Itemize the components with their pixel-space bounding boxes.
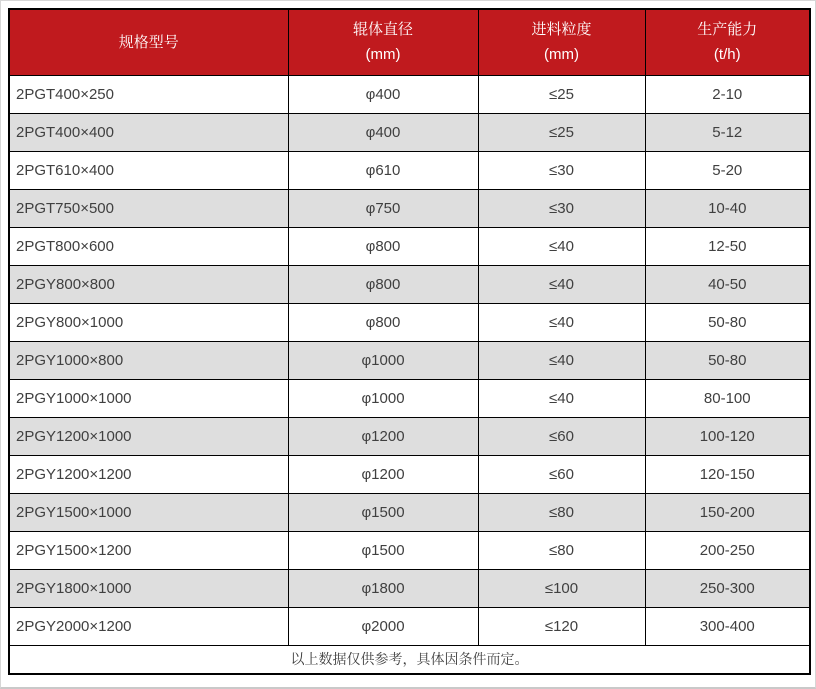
table-row: [9, 113, 810, 151]
model-cell: 2PGY1000×800: [9, 341, 288, 379]
capacity-cell: 120-150: [645, 455, 810, 493]
table-row: [9, 303, 810, 341]
table-row: [9, 569, 810, 607]
table-row: [9, 265, 810, 303]
table-row: [9, 151, 810, 189]
feed-size-cell: ≤60: [478, 417, 645, 455]
diameter-cell: φ400: [288, 75, 478, 113]
table-row: [9, 379, 810, 417]
header-row: [9, 9, 810, 75]
table-row: [9, 455, 810, 493]
capacity-cell: 250-300: [645, 569, 810, 607]
column-header-feed-size-unit: (mm): [544, 46, 579, 64]
diameter-cell: φ800: [288, 227, 478, 265]
model-cell: 2PGY1800×1000: [9, 569, 288, 607]
column-header-feed-size: [478, 9, 645, 75]
capacity-cell: 300-400: [645, 607, 810, 645]
feed-size-cell: ≤120: [478, 607, 645, 645]
model-cell: 2PGT400×400: [9, 113, 288, 151]
feed-size-cell: ≤40: [478, 379, 645, 417]
diameter-cell: φ2000: [288, 607, 478, 645]
model-cell: 2PGT610×400: [9, 151, 288, 189]
table-row: [9, 531, 810, 569]
capacity-cell: 5-12: [645, 113, 810, 151]
diameter-cell: φ750: [288, 189, 478, 227]
column-header-capacity-label: 生产能力: [697, 21, 758, 39]
column-header-capacity: [645, 9, 810, 75]
model-cell: 2PGT800×600: [9, 227, 288, 265]
model-cell: 2PGY1500×1200: [9, 531, 288, 569]
spec-table-footer: [9, 645, 810, 674]
capacity-cell: 50-80: [645, 303, 810, 341]
column-header-model-label: 规格型号: [118, 33, 179, 51]
model-cell: 2PGY2000×1200: [9, 607, 288, 645]
diameter-cell: φ1500: [288, 493, 478, 531]
feed-size-cell: ≤60: [478, 455, 645, 493]
feed-size-cell: ≤25: [478, 113, 645, 151]
column-header-feed-size-label: 进料粒度: [531, 21, 592, 39]
feed-size-cell: ≤25: [478, 75, 645, 113]
diameter-cell: φ800: [288, 303, 478, 341]
capacity-cell: 150-200: [645, 493, 810, 531]
table-row: [9, 607, 810, 645]
model-cell: 2PGY1500×1000: [9, 493, 288, 531]
feed-size-cell: ≤100: [478, 569, 645, 607]
footnote-text: 以上数据仅供参考，具体因条件而定。: [9, 645, 810, 674]
diameter-cell: φ400: [288, 113, 478, 151]
capacity-cell: 12-50: [645, 227, 810, 265]
column-header-roller-diameter-unit: (mm): [365, 46, 401, 64]
capacity-cell: 10-40: [645, 189, 810, 227]
diameter-cell: φ1200: [288, 417, 478, 455]
column-header-model: [9, 9, 288, 75]
feed-size-cell: ≤40: [478, 265, 645, 303]
column-header-roller-diameter: [288, 9, 478, 75]
table-row: [9, 417, 810, 455]
capacity-cell: 80-100: [645, 379, 810, 417]
table-row: [9, 189, 810, 227]
diameter-cell: φ1000: [288, 379, 478, 417]
model-cell: 2PGY800×1000: [9, 303, 288, 341]
feed-size-cell: ≤40: [478, 341, 645, 379]
table-row: [9, 227, 810, 265]
model-cell: 2PGY1200×1000: [9, 417, 288, 455]
table-row: [9, 493, 810, 531]
model-cell: 2PGY1200×1200: [9, 455, 288, 493]
capacity-cell: 200-250: [645, 531, 810, 569]
capacity-cell: 40-50: [645, 265, 810, 303]
model-cell: 2PGT400×250: [9, 75, 288, 113]
spec-table-header: [9, 9, 810, 75]
diameter-cell: φ1800: [288, 569, 478, 607]
capacity-cell: 100-120: [645, 417, 810, 455]
capacity-cell: 5-20: [645, 151, 810, 189]
capacity-cell: 50-80: [645, 341, 810, 379]
diameter-cell: φ1500: [288, 531, 478, 569]
table-row: [9, 75, 810, 113]
spec-table: [8, 8, 811, 675]
model-cell: 2PGY1000×1000: [9, 379, 288, 417]
diameter-cell: φ610: [288, 151, 478, 189]
feed-size-cell: ≤80: [478, 493, 645, 531]
diameter-cell: φ1000: [288, 341, 478, 379]
capacity-cell: 2-10: [645, 75, 810, 113]
feed-size-cell: ≤80: [478, 531, 645, 569]
footnote-row: [9, 645, 810, 674]
feed-size-cell: ≤40: [478, 303, 645, 341]
feed-size-cell: ≤40: [478, 227, 645, 265]
column-header-roller-diameter-label: 辊体直径: [352, 21, 413, 39]
feed-size-cell: ≤30: [478, 189, 645, 227]
model-cell: 2PGT750×500: [9, 189, 288, 227]
table-row: [9, 341, 810, 379]
feed-size-cell: ≤30: [478, 151, 645, 189]
diameter-cell: φ1200: [288, 455, 478, 493]
model-cell: 2PGY800×800: [9, 265, 288, 303]
spec-table-body: [9, 75, 810, 645]
diameter-cell: φ800: [288, 265, 478, 303]
column-header-capacity-unit: (t/h): [713, 46, 741, 64]
